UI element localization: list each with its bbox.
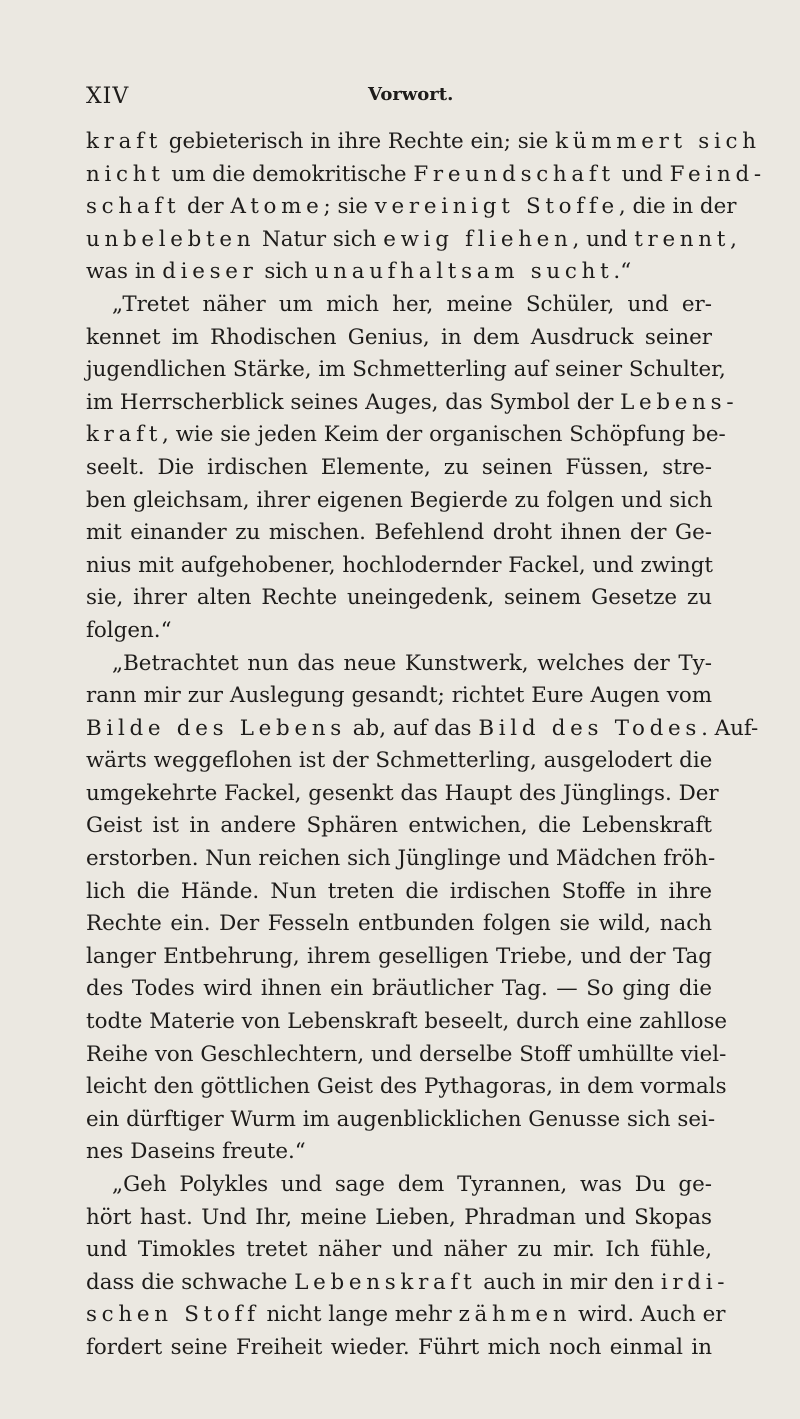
text-segment: kennet im Rhodischen Genius, in dem Ausdruck seiner (86, 324, 712, 350)
text-segment: nicht lange mehr (259, 1302, 459, 1328)
text-segment: todte Materie von Lebenskraft beseelt, durch eine zahllose (86, 1009, 728, 1035)
text-segment: um die demokritische (164, 161, 414, 187)
text-segment: und (614, 161, 670, 187)
text-segment: „Tretet näher um mich her, meine Schüler, und er- (112, 291, 712, 317)
text-segment: der (180, 194, 231, 220)
text-segment: sie, ihrer alten Rechte uneingedenk, seinem Gesetze zu (86, 585, 712, 611)
text-segment: was in (86, 259, 163, 285)
spaced-emphasis: ewig fliehen (383, 226, 573, 252)
text-line (86, 1267, 730, 1300)
text-line (86, 1169, 712, 1202)
text-segment: , (730, 226, 737, 252)
spaced-emphasis: nicht (86, 161, 165, 187)
spaced-emphasis: schaft (86, 194, 181, 220)
text-line (86, 517, 712, 550)
text-line (86, 224, 737, 257)
text-segment: wärts weggeflohen ist der Schmetterling, ausgelodert die (86, 748, 713, 774)
text-line (86, 680, 712, 713)
text-line (86, 778, 719, 811)
text-segment: erstorben. Nun reichen sich Jünglinge und Mädchen fröh- (86, 846, 716, 872)
spaced-emphasis: kraft (86, 129, 162, 154)
text-segment: mit einander zu mischen. Befehlend droht ihnen der Ge- (86, 520, 712, 546)
text-line (86, 191, 737, 224)
text-segment: , die in der (618, 194, 737, 220)
text-segment: Natur sich (255, 226, 384, 252)
text-line (86, 126, 761, 159)
text-line (86, 1332, 712, 1365)
text-line (86, 745, 712, 778)
spaced-emphasis: vereinigt Stoffe (374, 194, 619, 220)
spaced-emphasis: Feind- (669, 161, 766, 187)
text-segment: im Herrscherblick seines Auges, das Symbol der (86, 389, 621, 415)
text-segment: folgen.“ (86, 617, 172, 643)
text-segment: „Geh Polykles und sage dem Tyrannen, was Du ge- (112, 1172, 712, 1197)
text-segment: fordert seine Freiheit wieder. Führt mich noch einmal in (86, 1334, 712, 1360)
text-line (86, 582, 712, 615)
text-line (86, 354, 726, 387)
text-line (86, 485, 712, 518)
text-segment: jugendlichen Stärke, im Schmetterling auf seiner Schulter, (86, 357, 726, 383)
spaced-emphasis: Lebenskraft (294, 1269, 477, 1295)
text-segment: gebieterisch in ihre Rechte ein; sie (162, 129, 556, 154)
text-segment: umgekehrte Fackel, gesenkt das Haupt des Jünglings. Der (86, 780, 719, 806)
text-line (86, 256, 712, 289)
text-line (86, 289, 712, 322)
spaced-emphasis: unbelebten (86, 226, 256, 252)
page-number: XIV (86, 84, 130, 109)
text-segment: sich (257, 259, 315, 285)
text-line (86, 1299, 726, 1332)
text-segment: Rechte ein. Der Fesseln entbunden folgen sie wild, nach (86, 911, 712, 937)
text-segment: , wie sie jeden Keim der organischen Schöpfung be- (162, 422, 726, 448)
text-segment: Geist ist in andere Sphären entwichen, die Lebenskraft (86, 813, 712, 839)
spaced-emphasis: Lebens- (620, 389, 739, 415)
text-segment: rann mir zur Auslegung gesandt; richtet Eure Augen vom (86, 683, 712, 709)
spaced-emphasis: kraft (86, 422, 162, 448)
text-segment: ; sie (323, 194, 375, 220)
text-segment: des Todes wird ihnen ein bräutlicher Tag. — So ging die (86, 976, 712, 1002)
text-segment: lich die Hände. Nun treten die irdischen Stoffe in ihre (86, 878, 712, 904)
text-segment: langer Entbehrung, ihrem geselligen Triebe, und der Tag (86, 943, 712, 969)
text-segment: auch in mir den (476, 1269, 661, 1295)
text-segment: seelt. Die irdischen Elemente, zu seinen Füssen, stre- (86, 454, 712, 480)
text-line (86, 713, 759, 746)
spaced-emphasis: Atome (230, 194, 324, 220)
spaced-emphasis: schen Stoff (86, 1302, 260, 1328)
text-segment: leicht den göttlichen Geist des Pythagoras, in dem vormals (86, 1074, 727, 1100)
spaced-emphasis: unaufhaltsam sucht (314, 259, 614, 285)
text-segment: . Auf- (701, 715, 759, 741)
text-line (86, 648, 712, 681)
text-line (86, 810, 712, 843)
text-line (86, 1234, 712, 1267)
text-line (86, 876, 712, 909)
text-segment: nes Daseins freute.“ (86, 1139, 306, 1165)
text-segment: .“ (613, 259, 632, 285)
text-segment: „Betrachtet nun das neue Kunstwerk, welches der Ty- (112, 650, 712, 676)
text-segment: und Timokles tretet näher und näher zu mir. Ich fühle, (86, 1237, 712, 1263)
spaced-emphasis: irdi- (660, 1269, 730, 1295)
text-line (86, 1202, 712, 1235)
text-line (86, 1104, 716, 1137)
text-segment: Reihe von Geschlechtern, und derselbe Stoff umhüllte viel- (86, 1041, 727, 1067)
body-text (86, 126, 766, 1365)
spaced-emphasis: trennt (634, 226, 731, 252)
text-segment: ein dürftiger Wurm im augenblicklichen Genusse sich sei- (86, 1106, 716, 1132)
page-header (0, 80, 800, 120)
spaced-emphasis: Bild des Todes (478, 715, 702, 741)
text-segment: , und (572, 226, 635, 252)
text-line (86, 615, 712, 648)
text-line (86, 1136, 712, 1169)
text-segment: nius mit aufgehobener, hochlodernder Fackel, und zwingt (86, 552, 713, 578)
text-line (86, 387, 739, 420)
spaced-emphasis: Bilde des Lebens (86, 715, 346, 741)
text-line (86, 1071, 727, 1104)
text-segment: ab, auf das (345, 715, 479, 741)
spaced-emphasis: zähmen (458, 1302, 572, 1328)
text-line (86, 322, 712, 355)
text-line (86, 550, 712, 583)
spaced-emphasis: kümmert sich (555, 129, 761, 154)
text-line (86, 843, 716, 876)
text-line (86, 941, 712, 974)
text-segment: ben gleichsam, ihrer eigenen Begierde zu folgen und sich (86, 487, 713, 513)
text-line (86, 1006, 728, 1039)
spaced-emphasis: Freundschaft (413, 161, 615, 187)
text-segment: wird. Auch er (571, 1302, 726, 1328)
text-segment: hört hast. Und Ihr, meine Lieben, Phradman und Skopas (86, 1204, 712, 1230)
text-segment: dass die schwache (86, 1269, 295, 1295)
text-line (86, 973, 712, 1006)
text-line (86, 159, 766, 192)
text-line (86, 908, 712, 941)
text-line (86, 1039, 727, 1072)
text-line (86, 419, 726, 452)
spaced-emphasis: dieser (162, 259, 258, 285)
running-title: Vorwort. (368, 84, 454, 105)
text-line (86, 452, 712, 485)
